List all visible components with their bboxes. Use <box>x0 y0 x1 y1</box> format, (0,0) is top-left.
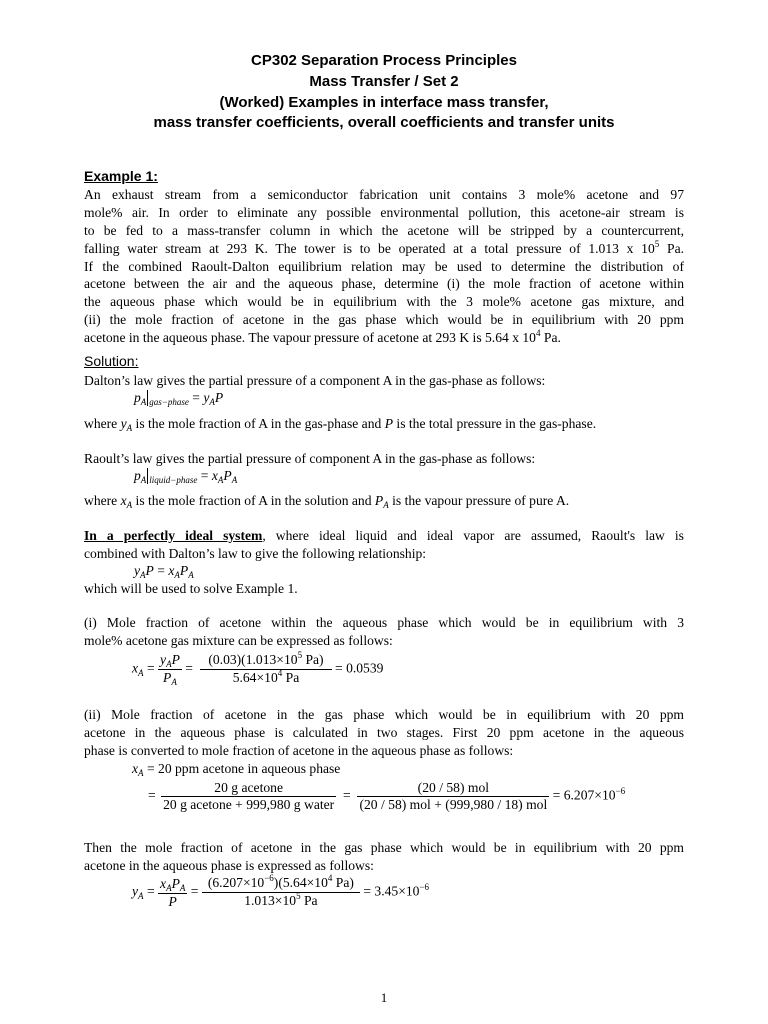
then-paragraph: Then the mole fraction of acetone in the gas phase which would be in equilibrium with 20 ppm acetone in the aqueous phase is expressed as follows: <box>84 840 684 873</box>
raoult-intro: Raoult’s law gives the partial pressure of component A in the gas-phase as follows: <box>84 451 536 466</box>
combined-equation: $y_AP = x_AP_A$ <box>134 563 194 580</box>
example-heading: Example 1: <box>84 168 158 184</box>
page-number: 1 <box>380 990 388 1005</box>
example-line: An exhaust stream from a semiconductor fabrication unit contains 3 mole% acetone and 97 <box>84 187 684 202</box>
equation-xa-2-line-2: = $\frac{\text{20 g acetone}}{\text{20 g acetone + 999,980 g water}}$ = $\frac{\text{(20 / 58) mol}}{\text{(20 / 58) mol + (999,980 / 18) mol}}$ = $6.207\times 10^{-6}$ <box>148 780 626 812</box>
example-line: acetone between the air and the aqueous phase, determine (i) the mole fraction of acetone within <box>84 276 684 292</box>
example-line: mole% air. In order to eliminate any possible environmental pollution, this acetone-air stream is <box>84 204 684 220</box>
ideal-system-paragraph: In a perfectly ideal system, where ideal liquid and ideal vapor are assumed, Raoult's law is combined with Dalton’s law to give the following relationship: <box>84 528 684 561</box>
dalton-equation: $p_A$ $_{gas-phase} = y_AP$ <box>134 390 224 407</box>
raoult-where: where $x_A$ is the mole fraction of A in the solution and $P_A$ is the vapour pressure of pure A. <box>84 493 570 510</box>
equation-ya: $y_A$ = $\frac{x_AP_A}{P}$ = $\frac{(6.207\times 10^{-6})(5.64\times 10^4 Pa)}{1.013\times 10^5 Pa}$ = $3.45\times 10^{-6}$ <box>132 873 430 909</box>
part-2-paragraph: (ii) Mole fraction of acetone in the gas phase which would be in equilibrium with 20 ppm acetone in the aqueous phase is calculated in two stages. First 20 ppm acetone in the aqueous phase is converted to mole fraction of acetone in the aqueous phase as follows: <box>84 707 684 758</box>
raoult-equation: $p_A$ $_{liquid-phase} = x_AP_A$ <box>134 468 238 485</box>
example-line: falling water stream at 293 K. The tower is to be operated at a total pressure of 1.013 x $10^5$ Pa. <box>84 238 684 256</box>
equation-xa-1: $x_A$ = $\frac{y_AP}{P_A}$ = $\frac{(0.03)(1.013\times 10^5 Pa)}{5.64\times 10^4 Pa}$ = 0.0539 <box>132 650 384 687</box>
part-1-paragraph: (i) Mole fraction of acetone within the aqueous phase which would be in equilibrium with 3 mole% acetone gas mixture can be expressed as follows: <box>84 615 684 648</box>
equation-xa-2-line-1: $x_A = 20$ ppm acetone in aqueous phase <box>132 761 341 778</box>
example-line: If the combined Raoult-Dalton equilibrium relation may be used to determine the distribution of <box>84 258 684 274</box>
used-line: which will be used to solve Example 1. <box>84 581 298 596</box>
title-line-1: CP302 Separation Process Principles <box>251 52 517 69</box>
ideal-system-bold: In a perfectly ideal system <box>84 528 263 543</box>
example-line: to be fed to a mass-transfer column in which the acetone will be stripped by a countercurrent, <box>84 222 684 238</box>
example-line: the aqueous phase which would be in equilibrium with the 3 mole% acetone gas mixture, and <box>84 294 684 310</box>
example-paragraph <box>84 186 684 347</box>
title-line-3: (Worked) Examples in interface mass transfer, <box>219 94 549 111</box>
example-line: acetone in the aqueous phase. The vapour pressure of acetone at 293 K is 5.64 x $10^4$ Pa. <box>84 328 561 346</box>
dalton-intro: Dalton’s law gives the partial pressure of a component A in the gas-phase as follows: <box>84 373 546 388</box>
title-line-4: mass transfer coefficients, overall coefficients and transfer units <box>153 114 615 131</box>
example-line: (ii) the mole fraction of acetone in the gas phase which would be in equilibrium with 20 ppm <box>84 312 684 328</box>
solution-heading: Solution: <box>84 353 139 369</box>
title-line-2: Mass Transfer / Set 2 <box>309 73 459 90</box>
dalton-where: where $y_A$ is the mole fraction of A in the gas-phase and P is the total pressure in the gas-phase. <box>84 416 597 433</box>
